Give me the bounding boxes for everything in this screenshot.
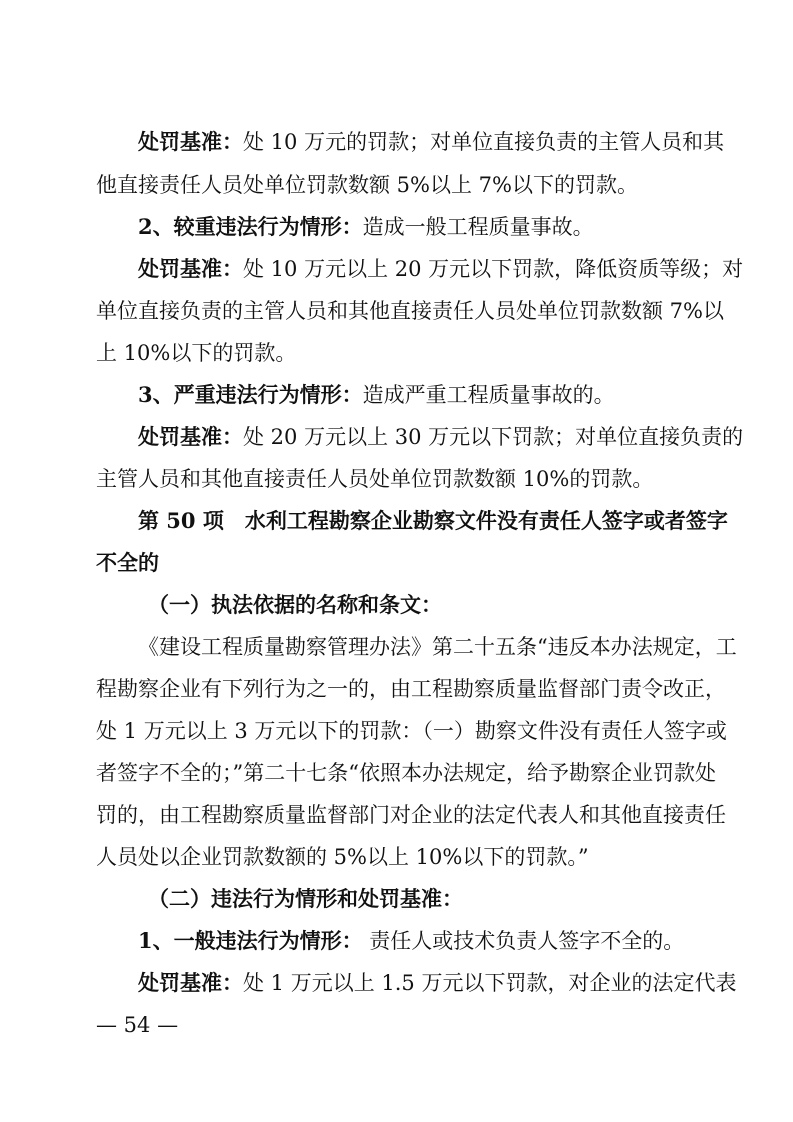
bold-lead: 处罚基准：: [138, 256, 243, 281]
line-text: 处 10 万元的罚款；对单位直接负责的主管人员和其: [243, 130, 725, 154]
line-text: 处 1 万元以上 3 万元以下的罚款：（一）勘察文件没有责任人签字或: [96, 719, 727, 743]
paragraph-line: [138, 422, 744, 452]
bold-lead: 处罚基准：: [138, 129, 243, 154]
line-text: 他直接责任人员处单位罚款数额 5%以上 7%以下的罚款。: [96, 173, 638, 197]
line-text: 者签字不全的；”第二十七条“依照本办法规定，给予勘察企业罚款处: [96, 761, 716, 785]
page-number: — 54 —: [96, 1013, 179, 1037]
bold-lead: 第 50 项 水利工程勘察企业勘察文件没有责任人签字或者签字: [138, 508, 728, 533]
line-text: 处 20 万元以上 30 万元以下罚款；对单位直接负责的: [243, 425, 744, 449]
paragraph-line: [96, 464, 700, 494]
line-text: 《建设工程质量勘察管理办法》第二十五条“违反本办法规定，工: [138, 635, 737, 659]
subsection-heading: [148, 884, 700, 914]
paragraph-line: [96, 170, 700, 200]
line-text: 上 10%以下的罚款。: [96, 341, 297, 365]
section-heading: [96, 548, 700, 578]
bold-lead: 2、较重违法行为情形：: [138, 214, 363, 239]
line-text: 人员处以企业罚款数额的 5%以上 10%以下的罚款。”: [96, 845, 589, 869]
bold-lead: （一）执法依据的名称和条文：: [148, 592, 442, 617]
paragraph-line: [138, 254, 744, 284]
line-text: 处 1 万元以上 1.5 万元以下罚款，对企业的法定代表: [243, 971, 737, 995]
paragraph-line: [96, 842, 700, 872]
line-text: 造成严重工程质量事故的。: [362, 383, 615, 407]
line-text: 责任人或技术负责人签字不全的。: [362, 929, 685, 953]
paragraph-line: [138, 926, 700, 956]
paragraph-line: [138, 212, 700, 242]
paragraph-line: [138, 127, 725, 157]
line-text: 单位直接负责的主管人员和其他直接责任人员处单位罚款数额 7%以: [96, 299, 724, 323]
paragraph-line: [96, 800, 726, 830]
line-text: 处 10 万元以上 20 万元以下罚款，降低资质等级；对: [243, 257, 744, 281]
section-heading: [138, 506, 728, 536]
line-text: 造成一般工程质量事故。: [362, 215, 594, 239]
bold-lead: 处罚基准：: [138, 424, 243, 449]
line-text: 程勘察企业有下列行为之一的，由工程勘察质量监督部门责令改正，: [96, 677, 726, 701]
bold-lead: 处罚基准：: [138, 970, 243, 995]
subsection-heading: [148, 590, 700, 620]
paragraph-line: [96, 758, 716, 788]
paragraph-line: [96, 338, 700, 368]
paragraph-line: [96, 296, 724, 326]
paragraph-line: [96, 716, 727, 746]
paragraph-line: [138, 632, 737, 662]
paragraph-line: [138, 380, 700, 410]
line-text: 罚的，由工程勘察质量监督部门对企业的法定代表人和其他直接责任: [96, 803, 726, 827]
bold-lead: （二）违法行为情形和处罚基准：: [148, 886, 463, 911]
paragraph-line: [96, 674, 726, 704]
bold-lead: 3、严重违法行为情形：: [138, 382, 363, 407]
bold-lead: 1、一般违法行为情形：: [138, 928, 363, 953]
line-text: 主管人员和其他直接责任人员处单位罚款数额 10%的罚款。: [96, 467, 654, 491]
paragraph-line: [138, 968, 737, 998]
bold-lead: 不全的: [96, 550, 159, 575]
